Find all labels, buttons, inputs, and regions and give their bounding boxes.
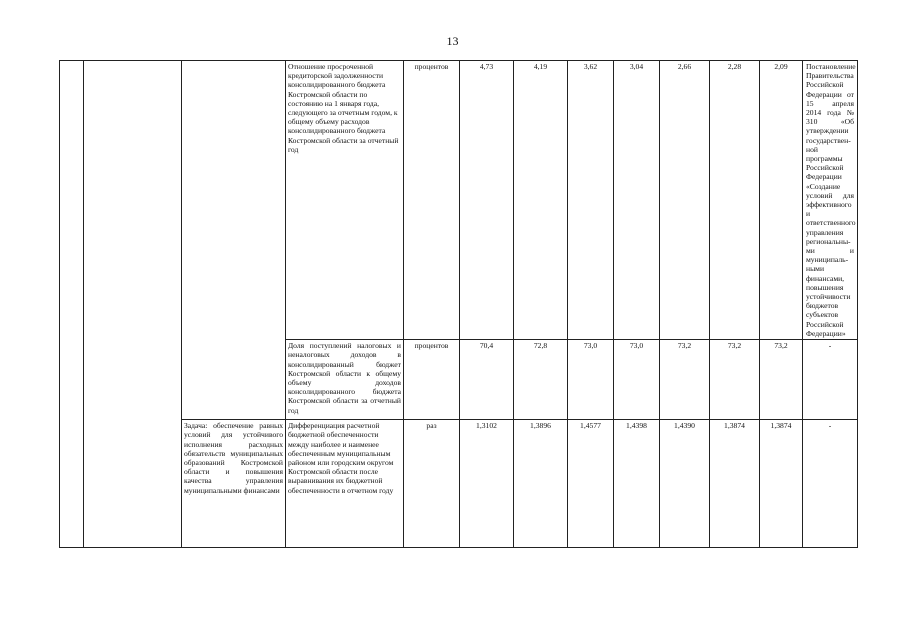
- source-cell: -: [803, 420, 858, 548]
- unit-cell: процентов: [404, 340, 460, 420]
- indicator-cell: Доля поступлений налоговых и неналоговых доходов в консолидированный бюджет Костромской области к общему объему доходов консолидированного бюджета Костромской области за отчетный год: [286, 340, 404, 420]
- value-cell: 2,09: [760, 61, 803, 340]
- source-cell: Постановление Правительства Российской Федерации от 15 апреля 2014 года № 310 «Об утверждении государствен-ной программы Российской Федерации «Создание условий для эффективного и ответственного управления региональны-ми и муниципаль-ными финансами, повышения устойчивости бюджетов субъектов Российской Федерации»: [803, 61, 858, 340]
- empty-cell: [182, 61, 286, 420]
- table-row: [60, 61, 858, 340]
- value-cell: 2,66: [660, 61, 710, 340]
- value-cell: 1,4390: [660, 420, 710, 548]
- indicator-cell: Дифференциация расчетной бюджетной обеспеченности между наиболее и наименее обеспеченным муниципальным районом или городским округом Костромской области после выравнивания их бюджетной обеспеченности в отчетном году: [286, 420, 404, 548]
- value-cell: 2,28: [710, 61, 760, 340]
- value-cell: 4,73: [460, 61, 514, 340]
- task-cell: Задача: обеспечение равных условий для устойчивого исполнения расходных обязательств муниципальных образований Костромской области и повышения качества управления муниципальными финансами: [182, 420, 286, 548]
- value-cell: 1,4577: [568, 420, 614, 548]
- value-cell: 4,19: [514, 61, 568, 340]
- value-cell: 1,3874: [760, 420, 803, 548]
- value-cell: 1,3102: [460, 420, 514, 548]
- value-cell: 1,3874: [710, 420, 760, 548]
- empty-cell: [84, 61, 182, 548]
- value-cell: 73,2: [760, 340, 803, 420]
- value-cell: 3,62: [568, 61, 614, 340]
- value-cell: 1,3896: [514, 420, 568, 548]
- value-cell: 3,04: [614, 61, 660, 340]
- unit-cell: раз: [404, 420, 460, 548]
- indicators-table: [59, 60, 858, 548]
- value-cell: 70,4: [460, 340, 514, 420]
- page-number: 13: [446, 34, 459, 48]
- value-cell: 73,2: [710, 340, 760, 420]
- value-cell: 73,0: [614, 340, 660, 420]
- unit-cell: процентов: [404, 61, 460, 340]
- indicator-cell: Отношение просроченной кредиторской задолженности консолидированного бюджета Костромской области по состоянию на 1 января года, следующего за отчетным годом, к общему объему расходов консолидированного бюджета Костромской области за отчетный год: [286, 61, 404, 340]
- source-cell: -: [803, 340, 858, 420]
- value-cell: 73,0: [568, 340, 614, 420]
- empty-cell: [60, 61, 84, 548]
- value-cell: 73,2: [660, 340, 710, 420]
- value-cell: 72,8: [514, 340, 568, 420]
- value-cell: 1,4398: [614, 420, 660, 548]
